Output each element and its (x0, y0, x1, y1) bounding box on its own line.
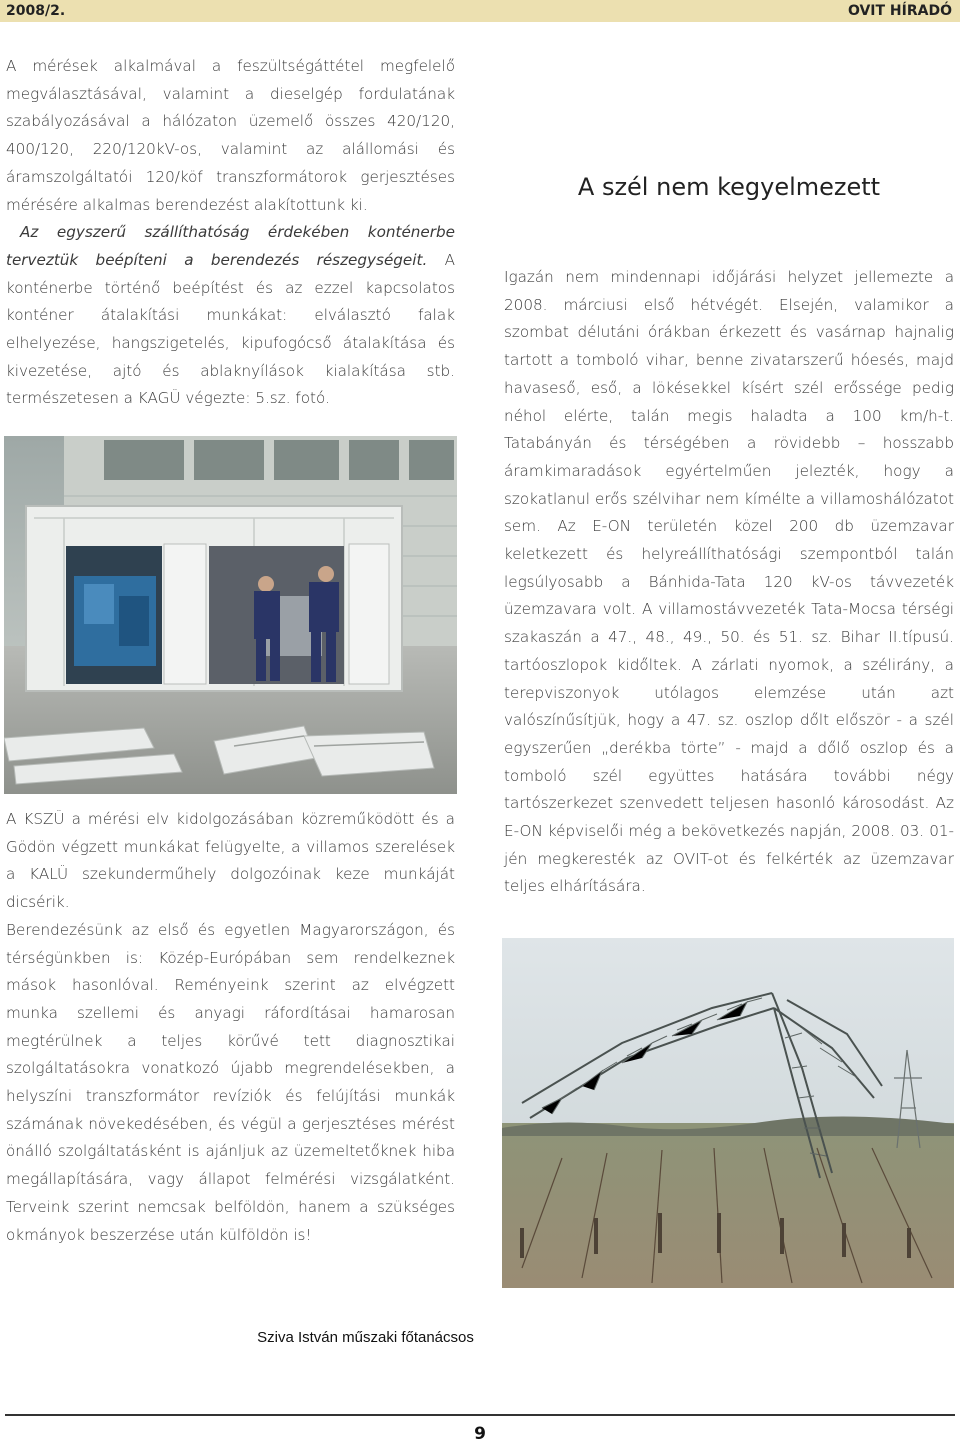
paragraph-text: A konténerbe történő beépítést és az ezzel kapcsolatos konténer átalakítási munkákat: elválasztó falak elhelyezése, hangszigetelés, kipufogócső átalakítása és kivezetése, ajtó és ablaknyílások kialakítása stb. természetesen a KAGÜ végezte: 5.sz. fotó. (6, 250, 455, 408)
paragraph: Igazán nem mindennapi időjárási helyzet jellemezte a 2008. márciusi első hétvégét. Elsején, valamikor a szombat délutáni órákban érkezett és vasárnap hajnalig tartott a tomboló vihar, benne zivatarszerű hóesés, majd havaseső, eső, a lökésekkel kísért szél erőssége pedig néhol elérte, talán megis haladta a 100 km/h-t. Tatabányán és térségében a rövidebb – hosszabb áramkimaradások egyértelműen jelezték, hogy a szokatlanul erős szélvihar nem kímélte a villamoshálózatot sem. Az E-ON területén közel 200 db üzemzavar keletkezett és helyreállíthatósági szempontból talán legsúlyosabb a Bánhida-Tata 120 kV-os távvezeték üzemzavara volt. A villamostávvezeték Tata-Mocsa térségi szakaszán a 47., 48., 49., 50. és 51. sz. Bihar II.típusú. tartóoszlopok kidőltek. A zárlati nyomok, a szélirány, a terepviszonyok utólagos elemzése után azt valószínűsítjük, hogy a 47. sz. oszlop dőlt először - a szél egyszerűen „derékba törte” - majd a dőlő oszlop és a tomboló szél együttes hatására további négy tartószerkezet szenvedett teljesen hasonló károsodást. Az E-ON képviselői még a bekövetkezés napján, 2008. 03. 01-jén megkeresték az OVIT-ot és felkérték az üzemzavar teljes elhárítására. (504, 268, 954, 896)
paragraph (6, 219, 455, 413)
author-signature: Sziva István műszaki főtanácsos (257, 1329, 474, 1346)
container-photo (4, 436, 457, 794)
paragraph: A KSZÜ a mérési elv kidolgozásában közreműködött és a Gödön végzett munkákat felügyelte, a villamos szerelések a KALÜ szekunderműhely dolgozóinak keze munkáját dicsérik. (6, 810, 455, 912)
left-column-top (6, 53, 455, 413)
issue-number: 2008/2. (6, 3, 66, 19)
paragraph: A mérések alkalmával a feszültségáttétel megfelelő megválasztásával, valamint a dieselgép fordulatának szabályozásával a hálózaton üzemelő összes 420/120, 400/120, 220/120kV-os, valamint az alállomási és áramszolgáltatói 120/köf transzformátorok gerjesztéses mérésére alkalmas berendezést alakítottunk ki. (6, 57, 455, 214)
magazine-name: OVIT HÍRADÓ (847, 3, 952, 19)
page-header (0, 0, 960, 22)
article-title: A szél nem kegyelmezett (577, 173, 881, 201)
page-number: 9 (474, 1424, 486, 1444)
left-column-bottom (6, 806, 455, 1249)
collapsed-pylon-photo (502, 938, 954, 1288)
paragraph: Berendezésünk az első és egyetlen Magyarországon, és térségünkben is: Közép-Európában sem rendelkeznek mások hasonlóval. Reményeink szerint az elvégzett munka szellemi és anyagi ráfordításai hamarosan megtérülnek a teljes körűvé tett diagnosztikai szolgáltatásokra vonatkozó újabb megrendelésekben, a helyszíni transzformátor revíziók és felújítási munkák számának növekedésében, és végül a gerjesztéses mérést önálló szolgáltatásként is ajánljuk az üzemeltetőknek hiba megállapítására, vagy állapot felmérési vizsgálatként. Terveink szerint nemcsak belföldön, hanem a szükséges okmányok beszerzése után külföldön is! (6, 920, 455, 1244)
right-column (504, 264, 954, 901)
italic-lead: Az egyszerű szállíthatóság érdekében konténerbe terveztük beépíteni a berendezés részegységeit. (6, 223, 455, 269)
footer-rule (5, 1414, 955, 1416)
